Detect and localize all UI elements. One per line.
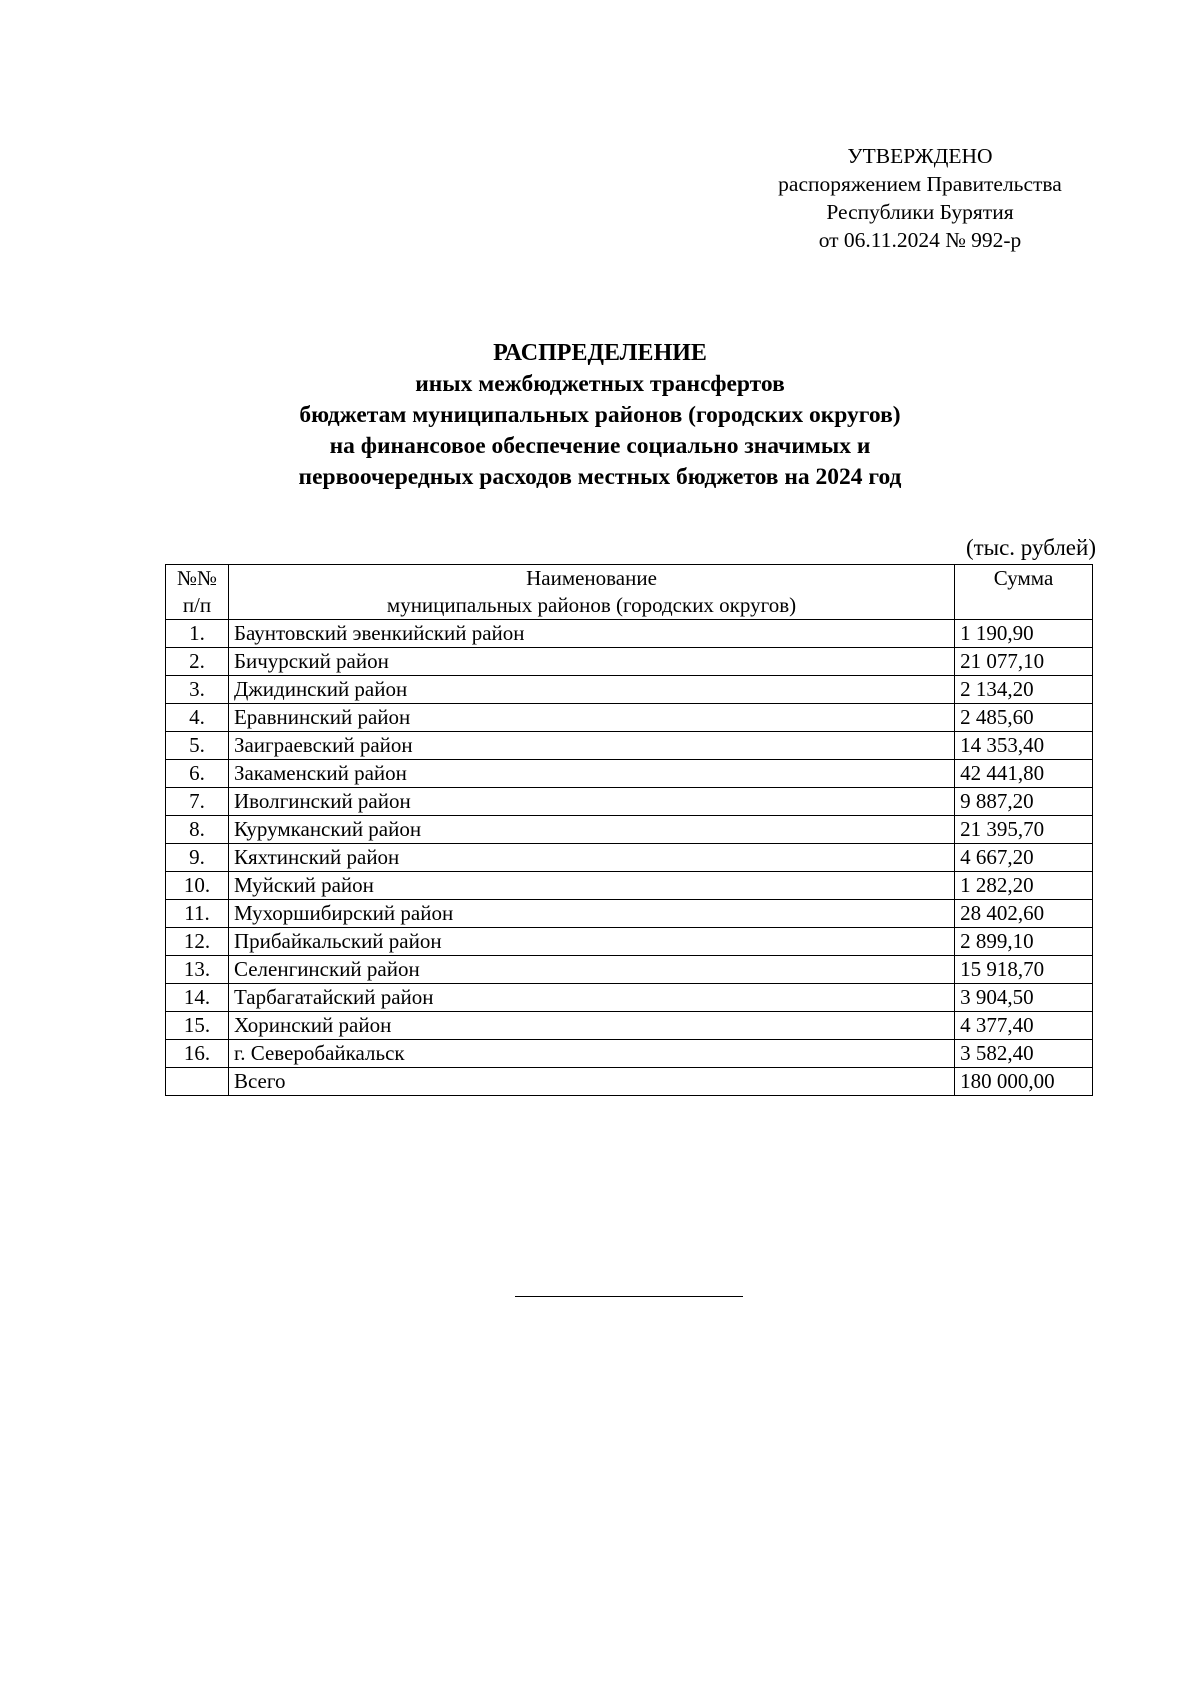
- row-municipality: Прибайкальский район: [228, 928, 954, 956]
- row-sum: 42 441,80: [955, 760, 1093, 788]
- signature-line: [515, 1296, 743, 1297]
- row-sum: 9 887,20: [955, 788, 1093, 816]
- row-municipality: Джидинский район: [228, 676, 954, 704]
- row-number: 16.: [166, 1040, 229, 1068]
- row-sum: 3 582,40: [955, 1040, 1093, 1068]
- row-municipality: Иволгинский район: [228, 788, 954, 816]
- row-sum: 21 395,70: [955, 816, 1093, 844]
- row-sum: 28 402,60: [955, 900, 1093, 928]
- row-sum: 180 000,00: [955, 1068, 1093, 1096]
- row-number: 10.: [166, 872, 229, 900]
- allocation-table: [165, 564, 1093, 1096]
- table-row: [166, 956, 1093, 984]
- row-municipality: Еравнинский район: [228, 704, 954, 732]
- approval-heading: УТВЕРЖДЕНО: [847, 144, 993, 168]
- row-municipality: Хоринский район: [228, 1012, 954, 1040]
- table-header-row: [166, 565, 1093, 620]
- row-number: 5.: [166, 732, 229, 760]
- row-sum: 3 904,50: [955, 984, 1093, 1012]
- row-municipality: Баунтовский эвенкийский район: [228, 620, 954, 648]
- row-sum: 2 899,10: [955, 928, 1093, 956]
- table-row: [166, 1012, 1093, 1040]
- approval-stamp: [750, 142, 1090, 254]
- title-main: РАСПРЕДЕЛЕНИЕ: [493, 340, 707, 366]
- row-number: 2.: [166, 648, 229, 676]
- row-municipality: Тарбагатайский район: [228, 984, 954, 1012]
- table-row: [166, 648, 1093, 676]
- table-row: [166, 928, 1093, 956]
- row-municipality: Курумканский район: [228, 816, 954, 844]
- approval-order-line: распоряжением Правительства: [778, 172, 1062, 196]
- row-municipality: Мухоршибирский район: [228, 900, 954, 928]
- header-name-line2: муниципальных районов (городских округов): [386, 593, 797, 617]
- title-line-5: первоочередных расходов местных бюджетов на 2024 год: [298, 464, 902, 490]
- row-number: 3.: [166, 676, 229, 704]
- table-total-row: [166, 1068, 1093, 1096]
- table-row: [166, 1040, 1093, 1068]
- header-name: [228, 565, 954, 620]
- row-sum: 1 282,20: [955, 872, 1093, 900]
- table-row: [166, 732, 1093, 760]
- row-number: 9.: [166, 844, 229, 872]
- table-row: [166, 788, 1093, 816]
- row-municipality: Заиграевский район: [228, 732, 954, 760]
- table-body: [166, 620, 1093, 1096]
- header-sum: Сумма: [955, 565, 1093, 620]
- table-row: [166, 816, 1093, 844]
- approval-date-number: от 06.11.2024 № 992-р: [818, 228, 1022, 252]
- row-number: 13.: [166, 956, 229, 984]
- row-number: 11.: [166, 900, 229, 928]
- header-number: [166, 565, 229, 620]
- title-line-4: на финансовое обеспечение социально значимых и: [329, 433, 871, 459]
- row-municipality: Закаменский район: [228, 760, 954, 788]
- title-line-2: иных межбюджетных трансфертов: [415, 371, 785, 397]
- row-municipality: Бичурский район: [228, 648, 954, 676]
- title-line-3: бюджетам муниципальных районов (городских округов): [299, 402, 901, 428]
- row-municipality: Кяхтинский район: [228, 844, 954, 872]
- row-sum: 1 190,90: [955, 620, 1093, 648]
- table-row: [166, 900, 1093, 928]
- row-number: [166, 1068, 229, 1096]
- row-number: 14.: [166, 984, 229, 1012]
- row-number: 6.: [166, 760, 229, 788]
- approval-republic-line: Республики Бурятия: [826, 200, 1014, 224]
- table-row: [166, 760, 1093, 788]
- header-number-line1: №№: [176, 566, 218, 590]
- table-row: [166, 872, 1093, 900]
- row-number: 8.: [166, 816, 229, 844]
- row-sum: 4 377,40: [955, 1012, 1093, 1040]
- row-municipality: Селенгинский район: [228, 956, 954, 984]
- row-municipality: г. Северобайкальск: [228, 1040, 954, 1068]
- row-sum: 15 918,70: [955, 956, 1093, 984]
- row-number: 7.: [166, 788, 229, 816]
- row-municipality: Муйский район: [228, 872, 954, 900]
- row-sum: 2 134,20: [955, 676, 1093, 704]
- header-number-line2: п/п: [182, 593, 212, 617]
- table-row: [166, 984, 1093, 1012]
- table-row: [166, 844, 1093, 872]
- row-number: 12.: [166, 928, 229, 956]
- row-sum: 21 077,10: [955, 648, 1093, 676]
- table-row: [166, 676, 1093, 704]
- row-sum: 2 485,60: [955, 704, 1093, 732]
- row-municipality: Всего: [228, 1068, 954, 1096]
- table-row: [166, 704, 1093, 732]
- header-name-line1: Наименование: [526, 566, 657, 590]
- row-sum: 4 667,20: [955, 844, 1093, 872]
- row-sum: 14 353,40: [955, 732, 1093, 760]
- row-number: 15.: [166, 1012, 229, 1040]
- table-row: [166, 620, 1093, 648]
- row-number: 4.: [166, 704, 229, 732]
- row-number: 1.: [166, 620, 229, 648]
- document-title: [160, 338, 1040, 493]
- units-label: (тыс. рублей): [965, 535, 1096, 560]
